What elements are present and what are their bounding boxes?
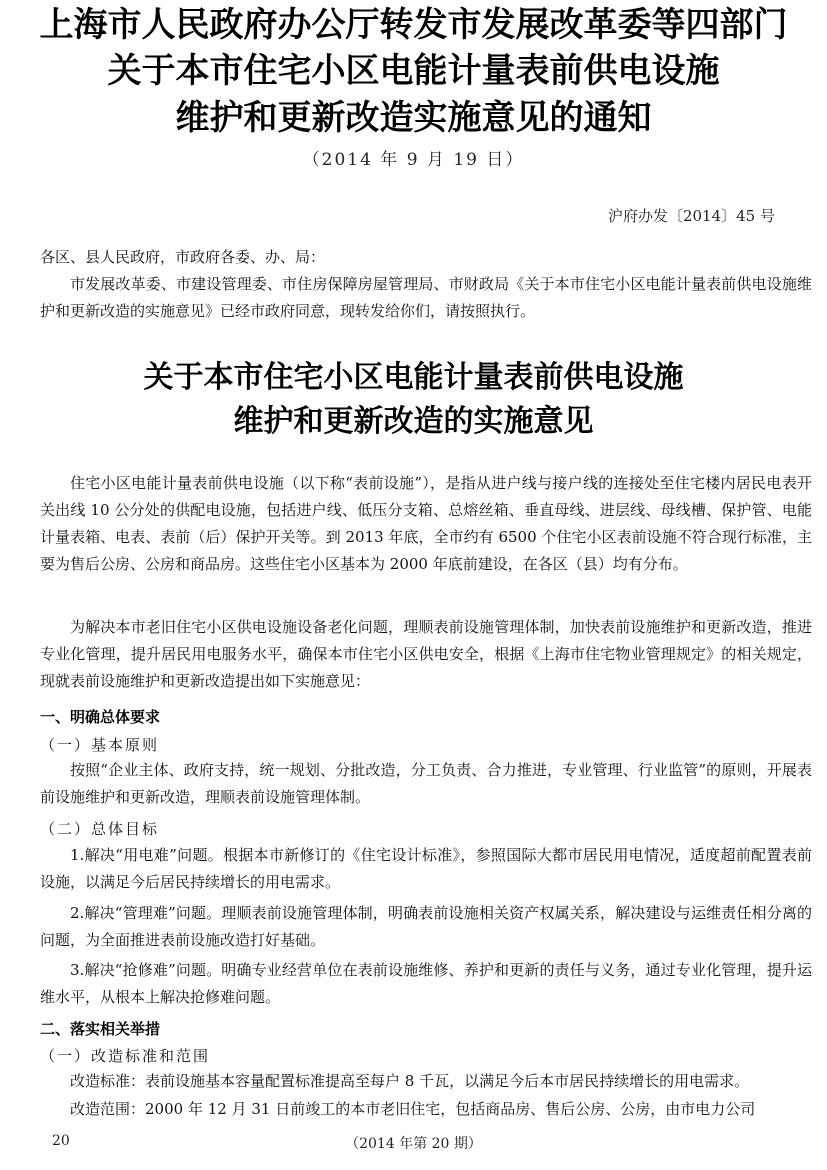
page-number: 20 bbox=[52, 1133, 70, 1149]
subsection-heading-principles: （一）基本原则 bbox=[40, 736, 160, 754]
issue-label: （2014 年第 20 期） bbox=[345, 1136, 482, 1152]
document-number: 沪府办发〔2014〕45 号 bbox=[607, 207, 775, 225]
subsection-heading-standards: （一）改造标准和范围 bbox=[40, 1047, 211, 1065]
paragraph-principles: 按照“企业主体、政府支持，统一规划、分批改造，分工负责、合力推进，专业管理、行业监管”的原则，开展表前设施维护和更新改造，理顺表前设施管理体制。 bbox=[40, 761, 812, 806]
paragraph-purpose: 为解决本市老旧住宅小区供电设施设备老化问题，理顺表前设施管理体制，加快表前设施维护和更新改造，推进专业化管理，提升居民用电服务水平，确保本市住宅小区供电安全，根据《上海市住宅物业管理规定》的相关规定，现就表前设施维护和更新改造提出如下实施意见： bbox=[40, 618, 812, 690]
notice-body: 市发展改革委、市建设管理委、市住房保障房屋管理局、市财政局《关于本市住宅小区电能计量表前供电设施维护和更新改造的实施意见》已经市政府同意，现转发给你们，请按照执行。 bbox=[40, 275, 812, 320]
opinion-title-line-2: 维护和更新改造的实施意见 bbox=[233, 404, 594, 439]
goal-item-3: 3.解决“抢修难”问题。明确专业经营单位在表前设施维修、养护和更新的责任与义务，通过专业化管理，提升运维水平，从根本上解决抢修难问题。 bbox=[40, 961, 812, 1006]
notice-date: （2014 年 9 月 19 日） bbox=[302, 150, 525, 170]
section-heading-1: 一、明确总体要求 bbox=[40, 708, 161, 726]
goal-item-1: 1.解决“用电难”问题。根据本市新修订的《住宅设计标准》，参照国际大都市居民用电情况，适度超前配置表前设施，以满足今后居民持续增长的用电需求。 bbox=[40, 846, 812, 891]
paragraph-scope: 改造范围：2000 年 12 月 31 日前竣工的本市老旧住宅，包括商品房、售后公房、公房，由市电力公司 bbox=[70, 1100, 756, 1118]
goal-item-2: 2.解决“管理难”问题。理顺表前设施管理体制，明确表前设施相关资产权属关系，解决建设与运维责任相分离的问题，为全面推进表前设施改造打好基础。 bbox=[40, 904, 812, 949]
notice-title-line-1: 上海市人民政府办公厅转发市发展改革委等四部门 bbox=[39, 5, 788, 45]
addressee: 各区、县人民政府，市政府各委、办、局： bbox=[40, 248, 326, 266]
notice-title-line-3: 维护和更新改造实施意见的通知 bbox=[175, 98, 652, 138]
paragraph-definition: 住宅小区电能计量表前供电设施（以下称“表前设施”），是指从进户线与接户线的连接处至住宅楼内居民电表开关出线 10 公分处的供配电设施，包括进户线、低压分支箱、总熔丝箱、垂直母线、进层线、母线槽、保护管、电能计量表箱、电表、表前（后）保护开关等。到 2013 年底，全市约有 6500 个住宅小区表前设施不符合现行标准，主要为售后公房、公房和商品房。这些住宅小区基本为 2000 年底前建设，在各区（县）均有分布。 bbox=[40, 474, 812, 573]
notice-title-line-2: 关于本市住宅小区电能计量表前供电设施 bbox=[107, 51, 720, 91]
opinion-title-line-1: 关于本市住宅小区电能计量表前供电设施 bbox=[143, 360, 684, 395]
section-heading-2: 二、落实相关举措 bbox=[40, 1020, 161, 1038]
subsection-heading-goals: （二）总体目标 bbox=[40, 820, 160, 838]
paragraph-standard: 改造标准：表前设施基本容量配置标准提高至每户 8 千瓦，以满足今后本市居民持续增长的用电需求。 bbox=[70, 1072, 750, 1090]
